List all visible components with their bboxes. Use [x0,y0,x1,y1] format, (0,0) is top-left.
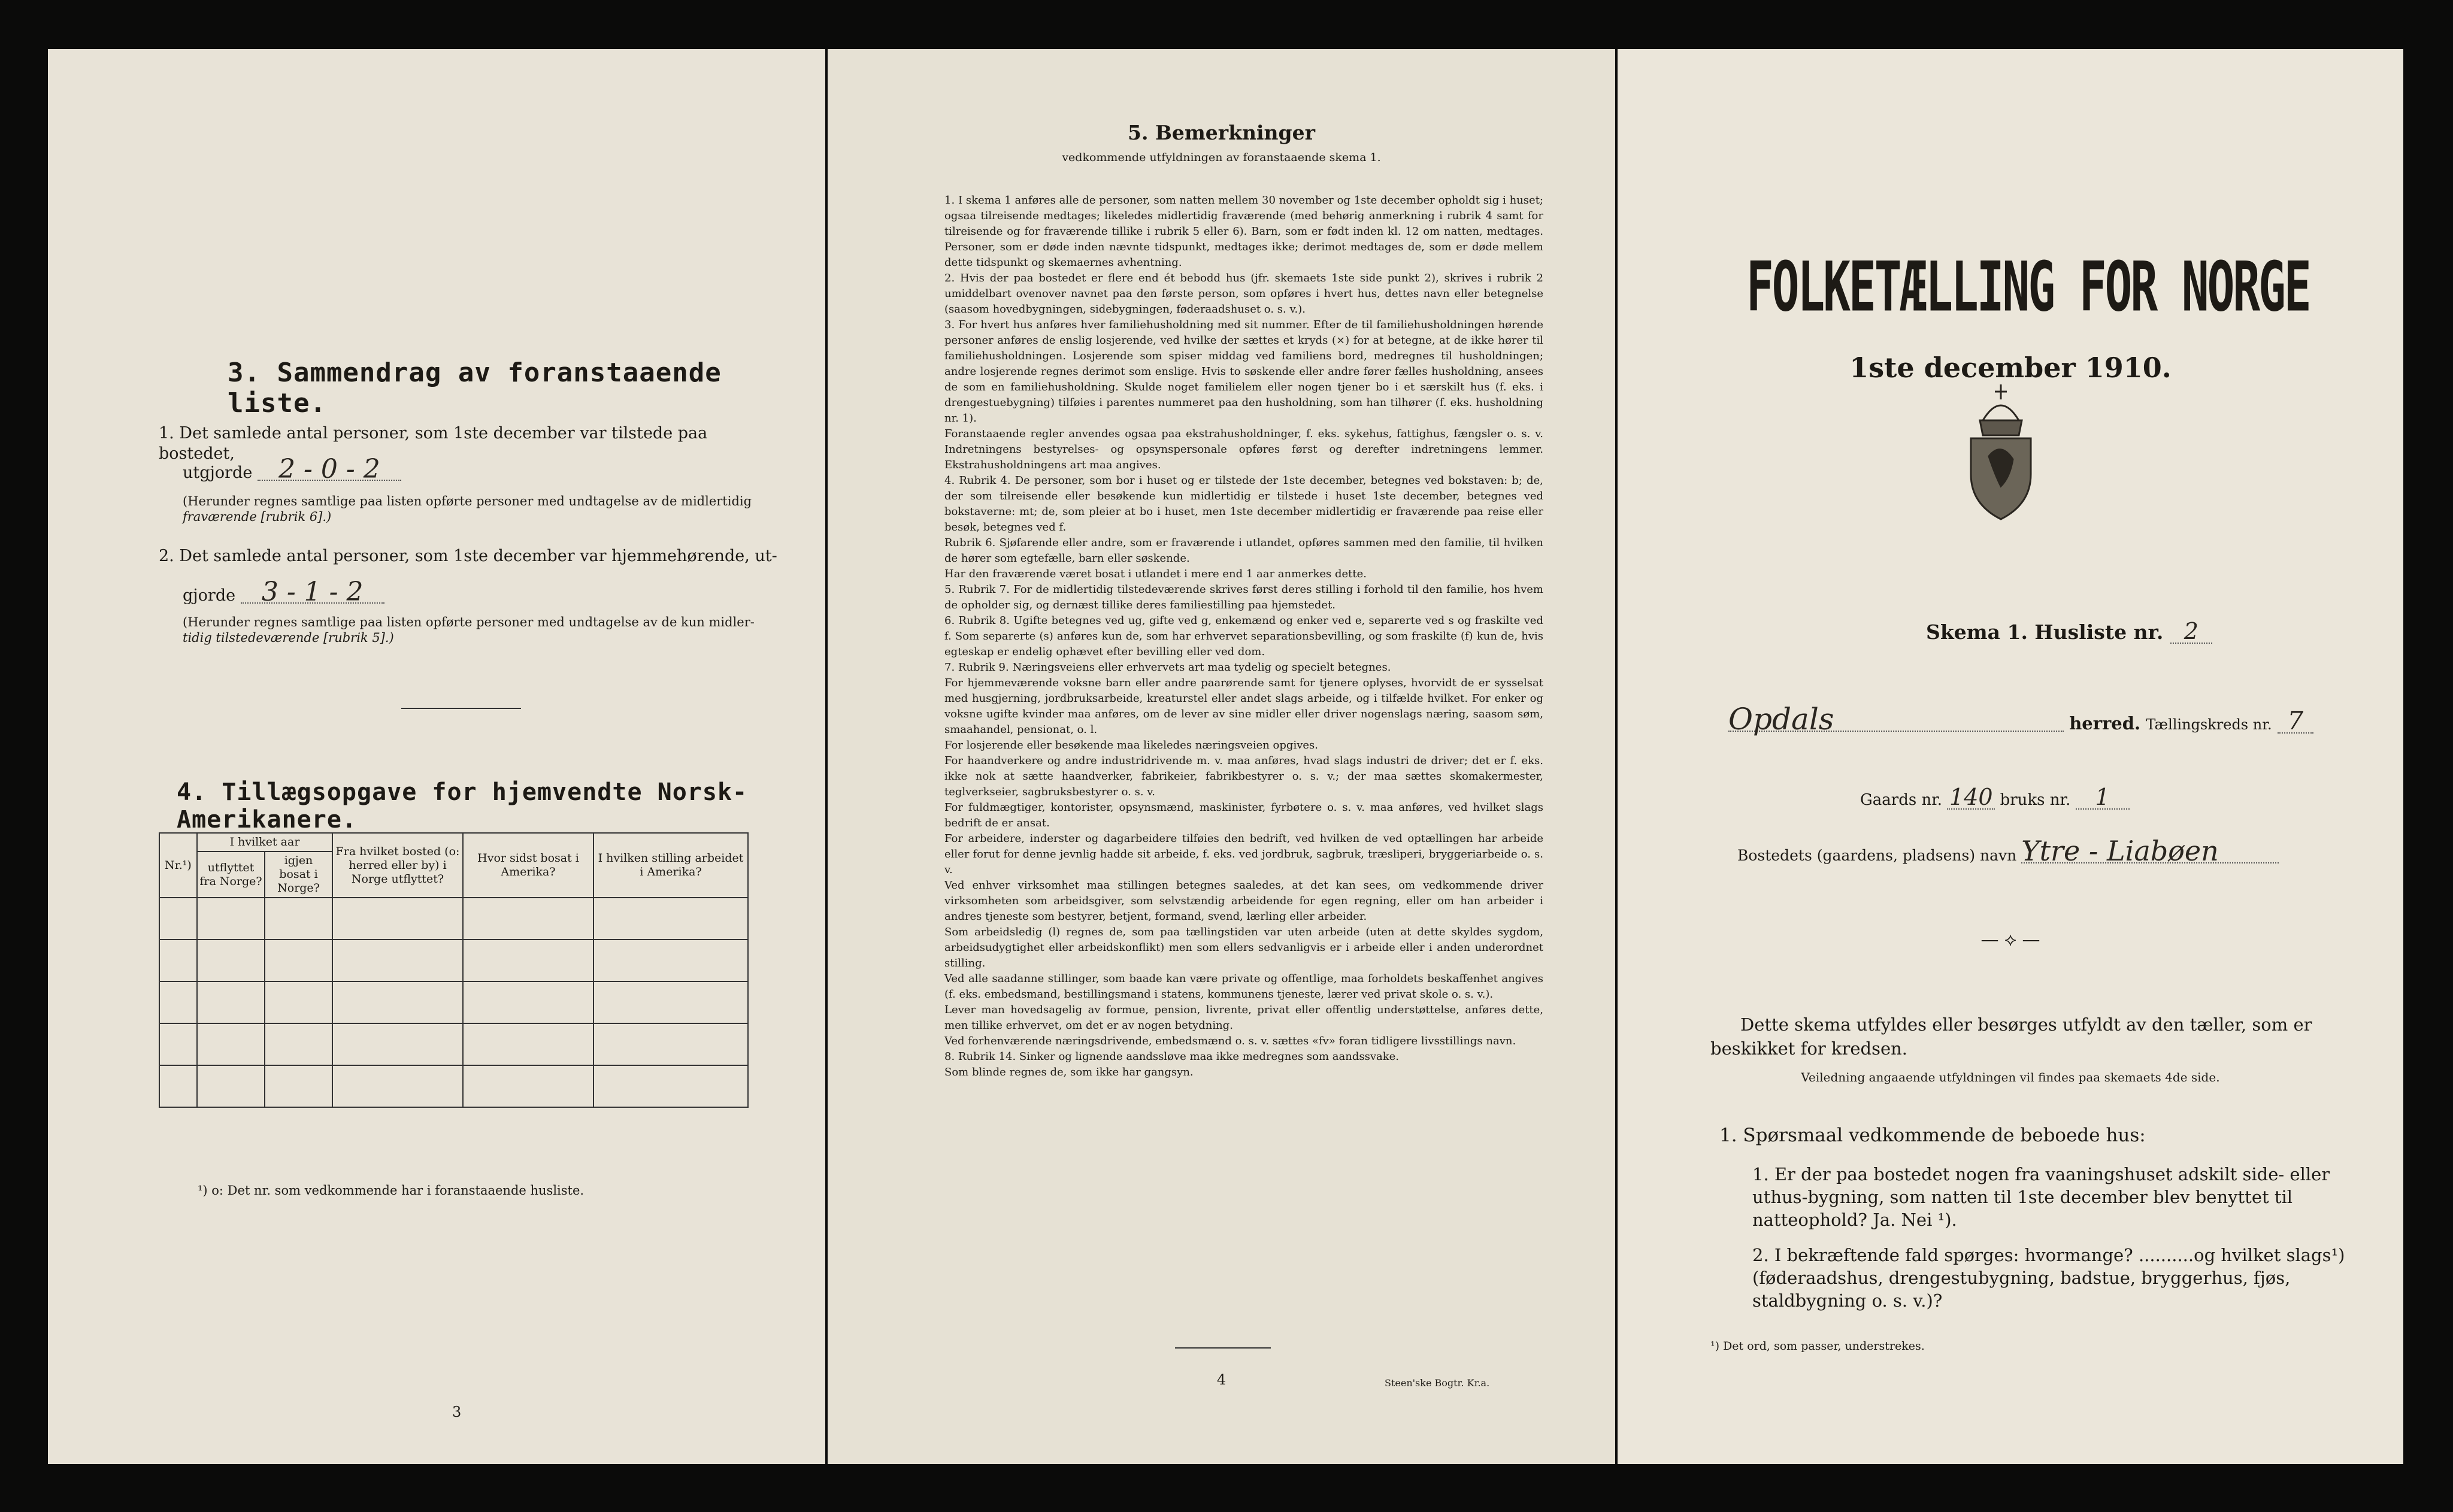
table-row [159,940,748,981]
ornament-icon: — ⟡ — [1980,929,2040,950]
skema-line [1926,620,2212,644]
divider [1175,1347,1271,1349]
item2-value: 3 - 1 - 2 [241,582,384,604]
table-row [159,981,748,1023]
page-left [48,49,825,1464]
page-middle [828,49,1615,1464]
page-number: 4 [1216,1371,1226,1388]
herred-value: Opdals [1728,708,2064,732]
coat-of-arms-icon [1956,378,2046,522]
divider [401,708,521,709]
th-igjen: igjen bosat i Norge? [265,852,332,898]
kreds-value: 7 [2278,710,2313,734]
kreds-label: Tællingskreds nr. [2146,716,2272,733]
th-utflyttet: utflyttet fra Norge? [197,852,265,898]
bruks-label: bruks nr. [2000,791,2071,809]
item2-note2: tidig tilstedeværende [rubrik 5].) [183,631,394,645]
table-row [159,1065,748,1107]
question-2: 2. I bekræftende fald spørges: hvormange? ..........og hvilket slags¹) (føderaadshus, drengestubygning, badstue, bryggerhus, fjøs, staldbygning o. s. v.)? [1752,1245,2345,1311]
intro-line1: Dette skema utfyldes eller besørges utfyldt av den tæller, som er [1740,1014,2312,1035]
page-right [1618,49,2403,1464]
th-stilling: I hvilken stilling arbeidet i Amerika? [593,833,748,898]
form-title: FOLKETÆLLING FOR NORGE [1746,247,2310,327]
th-fra: Fra hvilket bosted (o: herred eller by) i Norge utflyttet? [332,833,463,898]
item1-note2: fraværende [rubrik 6].) [183,510,332,524]
remarks-body: 1. I skema 1 anføres alle de personer, som natten mellem 30 november og 1ste december opholdt sig i huset; ogsaa tilreisende medtages; likeledes midlertidig fraværende (med behørig anmerkning i rubrik 4 samt for tilreisende og for fraværende tillike i rubrik 5 eller 6). Barn, som er født inden kl. 12 om natten, medtages. Personer, som er døde inden nævnte tidspunkt, medtages ikke; derimot medtages de, som er døde mellem dette tidspunkt og skemaernes avhentning. 2. Hvis der paa bostedet er flere end ét bebodd hus (jfr. skemaets 1ste side punkt 2), skrives i rubrik 2 umiddelbart ovenover navnet paa den første person, som opføres i hvert hus, dettes navn eller betegnelse (saasom hovedbygningen, sidebygningen, føderaadshuset o. s. v.). 3. For hvert hus anføres hver familiehusholdning med sit nummer. Efter de til familiehusholdningen hørende personer anføres de enslig losjerende, ved hvilke der sættes et kryds (×) for at betegne, at de ikke hører til familiehusholdningen. Losjerende som spiser middag ved familiens bord, medregnes til husholdningen; andre losjerende regnes derimot som enslige. Hvis to søskende eller andre fører fælles husholdning, ansees de som en familiehusholdning. Skulde noget familielem eller nogen tjener bo i et særskilt hus (f. eks. i drengestuebygning) tilføies i parentes nummeret paa den husholdning, som han tilhører (f. eks. husholdning nr. 1). Foranstaaende regler anvendes ogsaa paa ekstrahusholdninger, f. eks. sykehus, fattighus, fængsler o. s. v. Indretningens bestyrelses- og opsynspersonale opføres først og derefter indretningens lemmer. Ekstrahusholdningens art maa angives. 4. Rubrik 4. De personer, som bor i huset og er tilstede der 1ste december, betegnes ved bokstaven: b; de, der som tilreisende eller besøkende kun midlertidig er tilstede i huset 1ste december, betegnes ved bokstaverne: mt; de, som pleier at bo i huset, men 1ste december midlertidig er fraværende paa reise eller besøk, betegnes ved f. Rubrik 6. Sjøfarende eller andre, som er fraværende i utlandet, opføres sammen med den familie, til hvilken de hører som egtefælle, barn eller søskende. Har den fraværende været bosat i utlandet i mere end 1 aar anmerkes dette. 5. Rubrik 7. For de midlertidig tilstedeværende skrives først deres stilling i forhold til den familie, hos hvem de opholder sig, og dernæst tillike deres familiestilling paa hjemstedet. 6. Rubrik 8. Ugifte betegnes ved ug, gifte ved g, enkemænd og enker ved e, separerte ved s og fraskilte ved f. Som separerte (s) anføres kun de, som har erhvervet separationsbevilling, og som fraskilte (f) kun de, hvis egteskap er endelig ophævet efter bevilling eller ved dom. 7. Rubrik 9. Næringsveiens eller erhvervets art maa tydelig og specielt betegnes. For hjemmeværende voksne barn eller andre paarørende samt for tjenere oplyses, hvorvidt de er sysselsat med husgjerning, jordbruksarbeide, kreaturstel eller andet slags arbeide, og i tilfælde hvilket. For enker og voksne ugifte kvinder maa anføres, om de lever av sine midler eller driver nogenslags næring, saasom søm, smaahandel, pensionat, o. l. For losjerende eller besøkende maa likeledes næringsveien opgives. For haandverkere og andre industridrivende m. v. maa anføres, hvad slags industri de driver; det er f. eks. ikke nok at sætte haandverker, fabrikeier, fabrikbestyrer o. s. v.; der maa sættes skomakermester, teglverkseier, sagbruksbestyrer o. s. v. For fuldmægtiger, kontorister, opsynsmænd, maskinister, fyrbøtere o. s. v. maa anføres, ved hvilket slags bedrift de er ansat. For arbeidere, inderster og dagarbeidere tilføies den bedrift, ved hvilken de ved optællingen har arbeide eller forut for denne jevnlig hadde sit arbeide, f. eks. ved jordbruk, sagbruk, træsliperi, bryggeriarbeide o. s. v. Ved enhver virksomhet maa stillingen betegnes saaledes, at det kan sees, om vedkommende driver virksomheten som arbeidsgiver, som selvstændig arbeidende for egen regning, eller om han arbeider i andres tjeneste som bestyrer, betjent, formand, svend, lærling eller arbeider. Som arbeidsledig (l) regnes de, som paa tællingstiden var uten arbeide (uten at dette skyldes sygdom, arbeidsudygtighet eller arbeidskonflikt) men som ellers sedvanligvis er i arbeide eller i anden underordnet stilling. Ved alle saadanne stillinger, som baade kan være private og offentlige, maa forholdets beskaffenhet angives (f. eks. embedsmand, bestillingsmand i statens, kommunens tjeneste, lærer ved privat skole o. s. v.). Lever man hovedsagelig av formue, pension, livrente, privat eller offentlig understøttelse, anføres dette, men tillike erhvervet, om det er av nogen betydning. Ved forhenværende næringsdrivende, embedsmænd o. s. v. sættes «fv» foran tidligere livsstillings navn. 8. Rubrik 14. Sinker og lignende aandssløve maa ikke medregnes som aandssvake. Som blinde regnes de, som ikke har gangsyn. [944,194,1543,1078]
veiledning-note: Veiledning angaaende utfyldningen vil findes paa skemaets 4de side. [1801,1070,2220,1084]
table-footnote: ¹) o: Det nr. som vedkommende har i foranstaaende husliste. [198,1183,585,1198]
item2-note1: (Herunder regnes samtlige paa listen opførte personer med undtagelse av de kun midler- [183,615,755,629]
census-date: 1ste december 1910. [1849,352,2172,384]
gaards-label: Gaards nr. [1860,791,1943,809]
item1-label: utgjorde [183,463,253,482]
th-nr: Nr.¹) [159,833,197,898]
bosted-line [1737,835,2279,867]
bosted-value: Ytre - Liabøen [2021,840,2279,863]
remarks-subtitle: vedkommende utfyldningen av foranstaaende skema 1. [1062,151,1381,164]
section3-title: 3. Sammendrag av foranstaaende liste. [228,357,722,419]
gaards-value: 140 [1947,786,1995,810]
th-hvor: Hvor sidst bosat i Amerika? [463,833,593,898]
herred-label: herred. [2069,713,2141,734]
herred-line [1728,702,2313,737]
gaards-line [1860,786,2130,811]
page-footnote: ¹) Det ord, som passer, understrekes. [1710,1340,1925,1353]
item1-line1: 1. Det samlede antal personer, som 1ste december var tilstede paa bostedet, [159,424,708,463]
table-row [159,1023,748,1065]
item1-value: 2 - 0 - 2 [258,459,401,481]
bosted-label: Bostedets (gaardens, pladsens) navn [1737,847,2017,864]
th-year: I hvilket aar [197,833,332,852]
questions-heading: 1. Spørsmaal vedkommende de beboede hus: [1719,1125,2146,1146]
printer-mark: Steen'ske Bogtr. Kr.a. [1385,1377,1490,1389]
remarks-title: 5. Bemerkninger [1128,121,1315,144]
item2-label: gjorde [183,586,236,605]
item2-line2 [183,577,384,607]
item1-note1: (Herunder regnes samtlige paa listen opførte personer med undtagelse av de midlertidig [183,494,752,508]
item2-line1: 2. Det samlede antal personer, som 1ste december var hjemmehørende, ut- [159,547,777,565]
page-number: 3 [452,1404,462,1420]
intro-line2: beskikket for kredsen. [1710,1038,1908,1059]
question-1: 1. Er der paa bostedet nogen fra vaaningshuset adskilt side- eller uthus-bygning, som natten til 1ste december blev benyttet til natteophold? Ja. Nei ¹). [1752,1164,2330,1230]
norsk-amerikanere-table [159,832,749,1108]
husliste-nr-value: 2 [2170,620,2212,644]
table-row [159,898,748,940]
item1-line2 [183,454,401,484]
section4-title: 4. Tillægsopgave for hjemvendte Norsk-Amerikanere. [177,778,748,834]
bruks-value: 1 [2076,786,2130,810]
skema-label: Skema 1. Husliste nr. [1926,620,2164,644]
